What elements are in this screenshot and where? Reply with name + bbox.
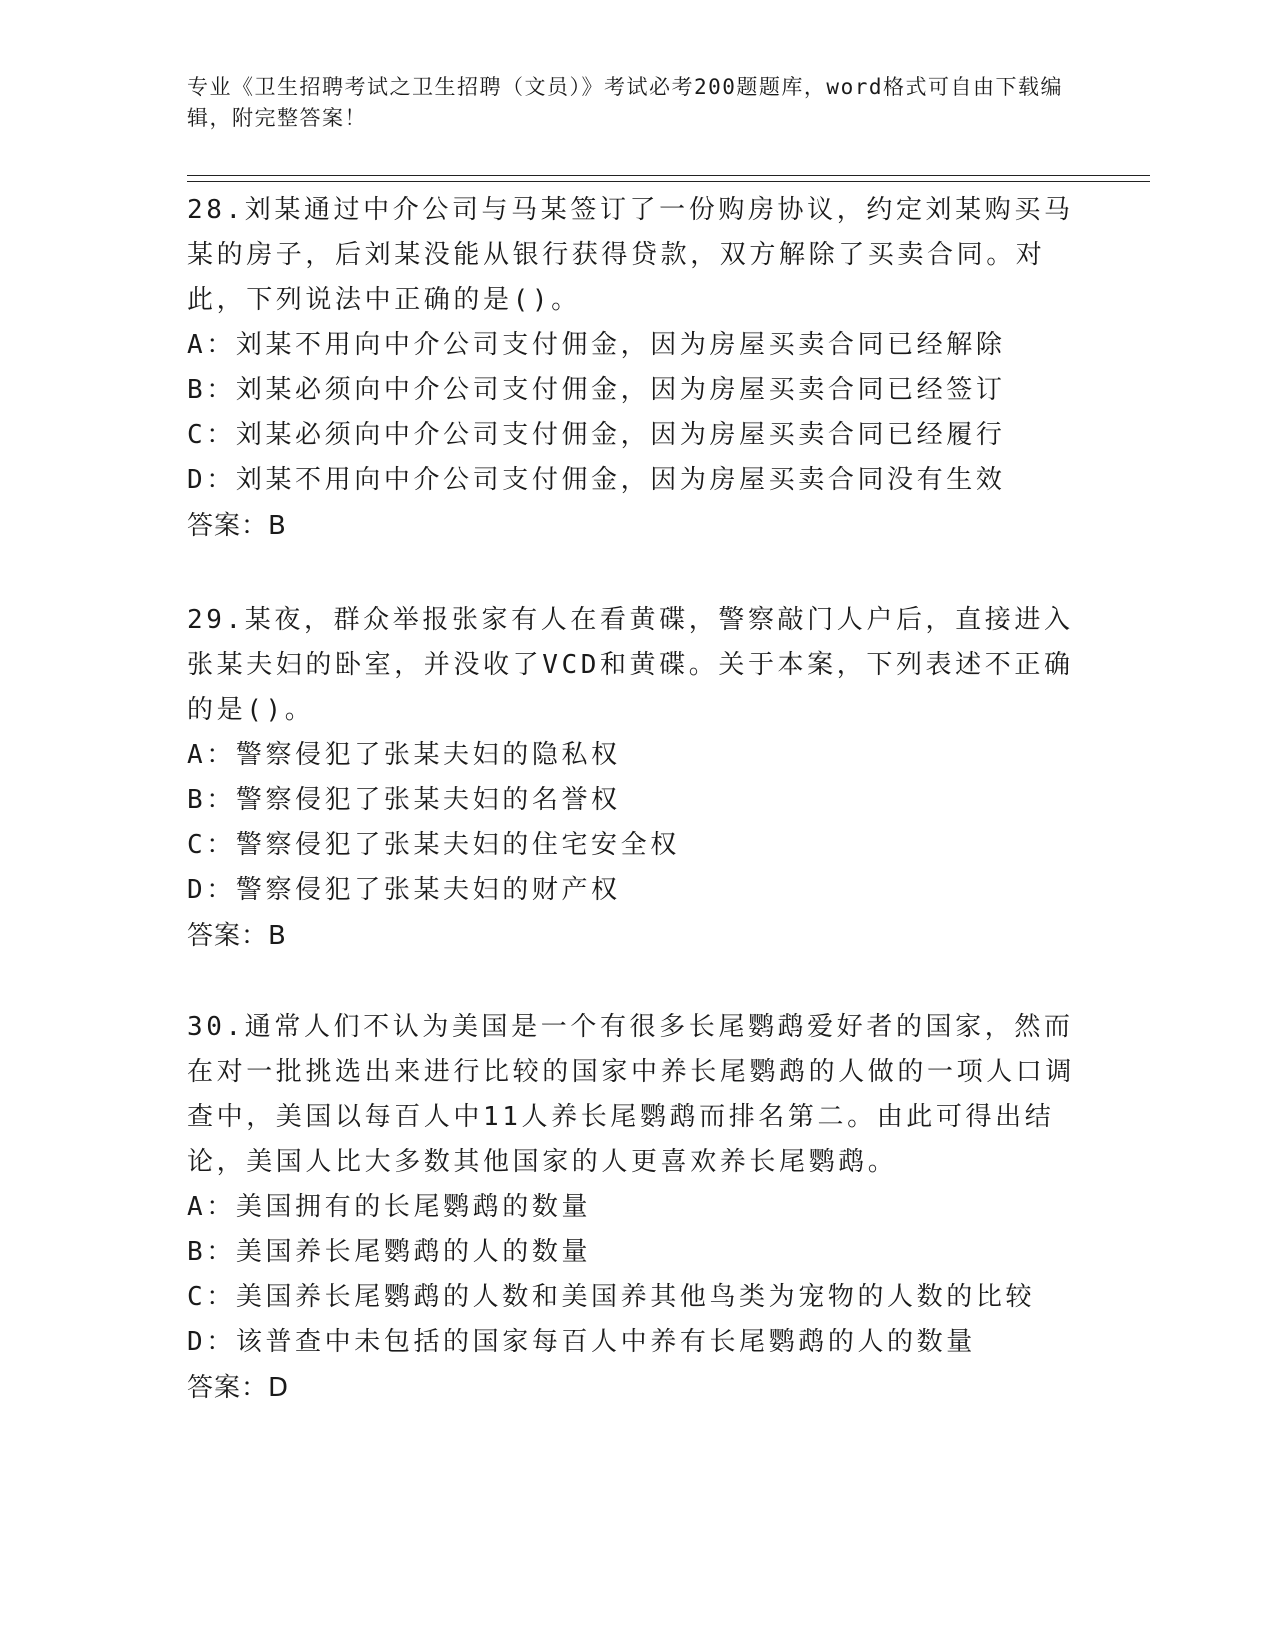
question-28 bbox=[187, 188, 1087, 549]
option-b: B：警察侵犯了张某夫妇的名誉权 bbox=[187, 785, 621, 815]
option-d: D：刘某不用向中介公司支付佣金，因为房屋买卖合同没有生效 bbox=[187, 465, 1006, 495]
answer-line bbox=[187, 503, 1087, 549]
answer-label: 答案： bbox=[187, 1373, 269, 1403]
option-b: B：美国养长尾鹦鹉的人的数量 bbox=[187, 1237, 592, 1267]
answer-value: D bbox=[268, 1373, 290, 1403]
answer-label: 答案： bbox=[187, 921, 269, 951]
option-b: B：刘某必须向中介公司支付佣金，因为房屋买卖合同已经签订 bbox=[187, 375, 1006, 405]
question-stem: 30.通常人们不认为美国是一个有很多长尾鹦鹉爱好者的国家，然而在对一批挑选出来进行比较的国家中养长尾鹦鹉的人做的一项人口调查中，美国以每百人中11人养长尾鹦鹉而排名第二。由此可得出结论，美国人比大多数其他国家的人更喜欢养长尾鹦鹉。 bbox=[187, 1012, 1076, 1177]
question-30 bbox=[187, 1005, 1087, 1411]
question-29 bbox=[187, 598, 1087, 959]
header-rule-bottom bbox=[187, 181, 1150, 182]
option-d: D：该普查中未包括的国家每百人中养有长尾鹦鹉的人的数量 bbox=[187, 1327, 976, 1357]
header-rule-top bbox=[187, 175, 1150, 176]
question-stem: 29.某夜，群众举报张家有人在看黄碟，警察敲门人户后，直接进入张某夫妇的卧室，并没收了VCD和黄碟。关于本案，下列表述不正确的是()。 bbox=[187, 605, 1074, 725]
answer-line bbox=[187, 1365, 1087, 1411]
option-a: A：警察侵犯了张某夫妇的隐私权 bbox=[187, 740, 621, 770]
page-header: 专业《卫生招聘考试之卫生招聘（文员）》考试必考200题题库，word格式可自由下载编辑，附完整答案！ bbox=[187, 75, 1063, 130]
answer-value: B bbox=[268, 921, 287, 951]
answer-label: 答案： bbox=[187, 511, 269, 541]
answer-value: B bbox=[268, 511, 287, 541]
option-c: C：警察侵犯了张某夫妇的住宅安全权 bbox=[187, 830, 680, 860]
option-a: A：美国拥有的长尾鹦鹉的数量 bbox=[187, 1192, 592, 1222]
option-c: C：刘某必须向中介公司支付佣金，因为房屋买卖合同已经履行 bbox=[187, 420, 1006, 450]
option-a: A：刘某不用向中介公司支付佣金，因为房屋买卖合同已经解除 bbox=[187, 330, 1006, 360]
option-c: C：美国养长尾鹦鹉的人数和美国养其他鸟类为宠物的人数的比较 bbox=[187, 1282, 1036, 1312]
question-stem: 28.刘某通过中介公司与马某签订了一份购房协议，约定刘某购买马某的房子，后刘某没能从银行获得贷款，双方解除了买卖合同。对此，下列说法中正确的是()。 bbox=[187, 195, 1074, 315]
answer-line bbox=[187, 913, 1087, 959]
option-d: D：警察侵犯了张某夫妇的财产权 bbox=[187, 875, 621, 905]
